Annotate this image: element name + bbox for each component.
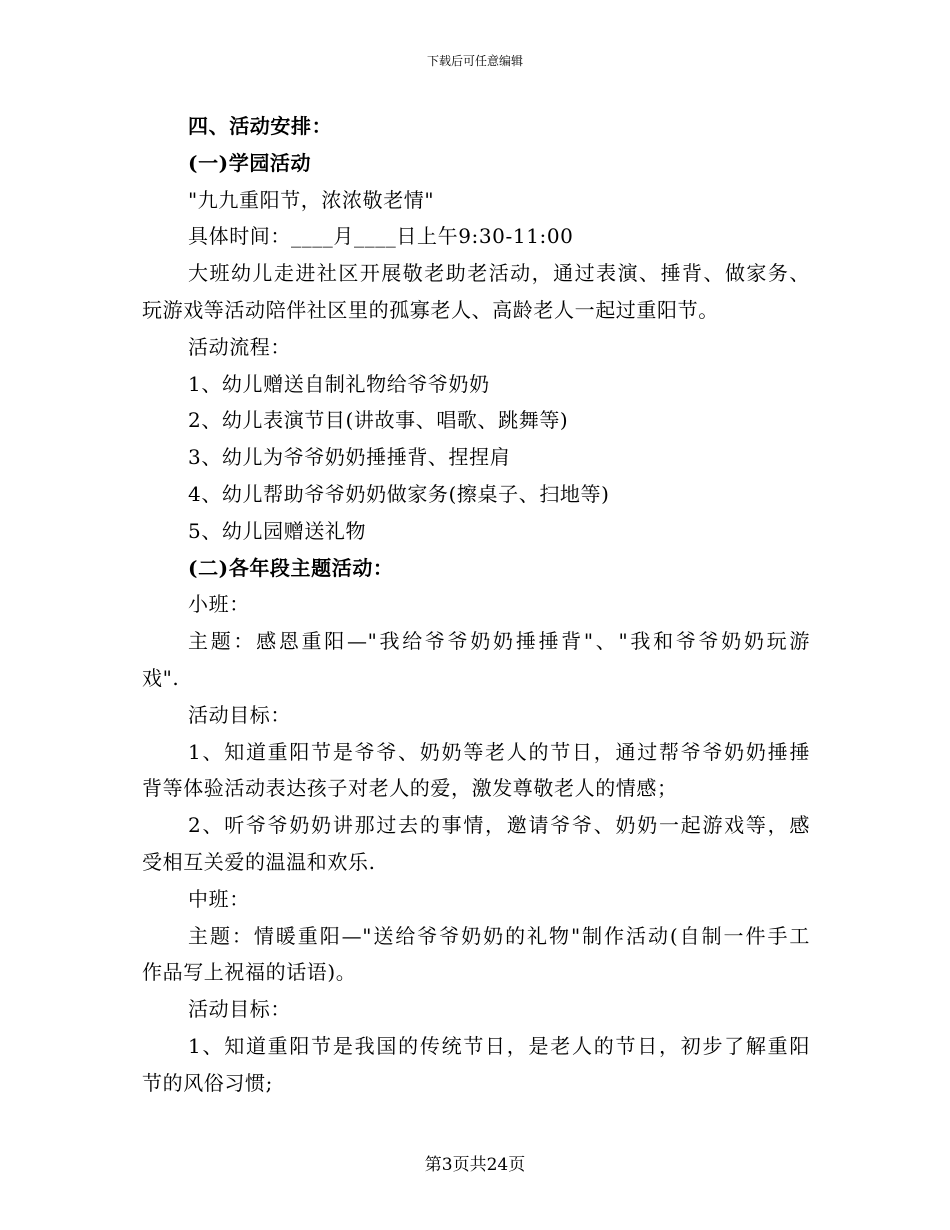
- subsection-heading-campus-activity: (一)学园活动: [188, 150, 312, 175]
- list-item: 5、幼儿园赠送礼物: [188, 518, 367, 543]
- list-item: 1、幼儿赠送自制礼物给爷爷奶奶: [188, 371, 490, 396]
- class-label-small: 小班：: [188, 592, 250, 617]
- activity-process-label: 活动流程：: [188, 334, 291, 359]
- document-body: [142, 108, 810, 1102]
- paragraph-line: 2、听爷爷奶奶讲那过去的事情，邀请爷爷、奶奶一起游戏等，感: [188, 813, 810, 838]
- list-item: 2、幼儿表演节目(讲故事、唱歌、跳舞等): [188, 408, 569, 433]
- page-header-note: 下载后可任意编辑: [426, 54, 523, 68]
- paragraph-line: 受相互关爱的温温和欢乐.: [142, 849, 376, 874]
- list-item: 4、幼儿帮助爷爷奶奶做家务(擦桌子、扫地等): [188, 481, 610, 506]
- section-heading-activity-arrangement: 四、活动安排：: [188, 114, 333, 138]
- activity-time: 具体时间：____月____日上午9:30-11:00: [188, 224, 574, 249]
- paragraph-line: 背等体验活动表达孩子对老人的爱，激发尊敬老人的情感；: [142, 776, 678, 801]
- activity-goal-label: 活动目标：: [188, 997, 291, 1022]
- paragraph-line: 1、知道重阳节是我国的传统节日，是老人的节日，初步了解重阳: [188, 1033, 810, 1058]
- paragraph-line: 主题：情暖重阳—"送给爷爷奶奶的礼物"制作活动(自制一件手工: [188, 923, 810, 948]
- list-item: 3、幼儿为爷爷奶奶捶捶背、捏捏肩: [188, 445, 511, 470]
- page-number-footer: 第3页共24页: [424, 1155, 526, 1175]
- paragraph-line: 主题：感恩重阳—"我给爷爷奶奶捶捶背"、"我和爷爷奶奶玩游: [188, 629, 810, 654]
- paragraph-line: 戏".: [142, 665, 180, 690]
- paragraph-line: 作品写上祝福的话语)。: [142, 960, 357, 985]
- subsection-heading-grade-themes: (二)各年段主题活动：: [188, 555, 394, 580]
- paragraph-line: 玩游戏等活动陪伴社区里的孤寡老人、高龄老人一起过重阳节。: [142, 297, 719, 322]
- paragraph-line: 节的风俗习惯;: [142, 1070, 273, 1095]
- paragraph-line: 大班幼儿走进社区开展敬老助老活动，通过表演、捶背、做家务、: [188, 261, 810, 286]
- activity-slogan: "九九重阳节，浓浓敬老情": [188, 187, 435, 212]
- activity-goal-label: 活动目标：: [188, 702, 291, 727]
- paragraph-line: 1、知道重阳节是爷爷、奶奶等老人的节日，通过帮爷爷奶奶捶捶: [188, 739, 810, 764]
- class-label-middle: 中班：: [188, 886, 250, 911]
